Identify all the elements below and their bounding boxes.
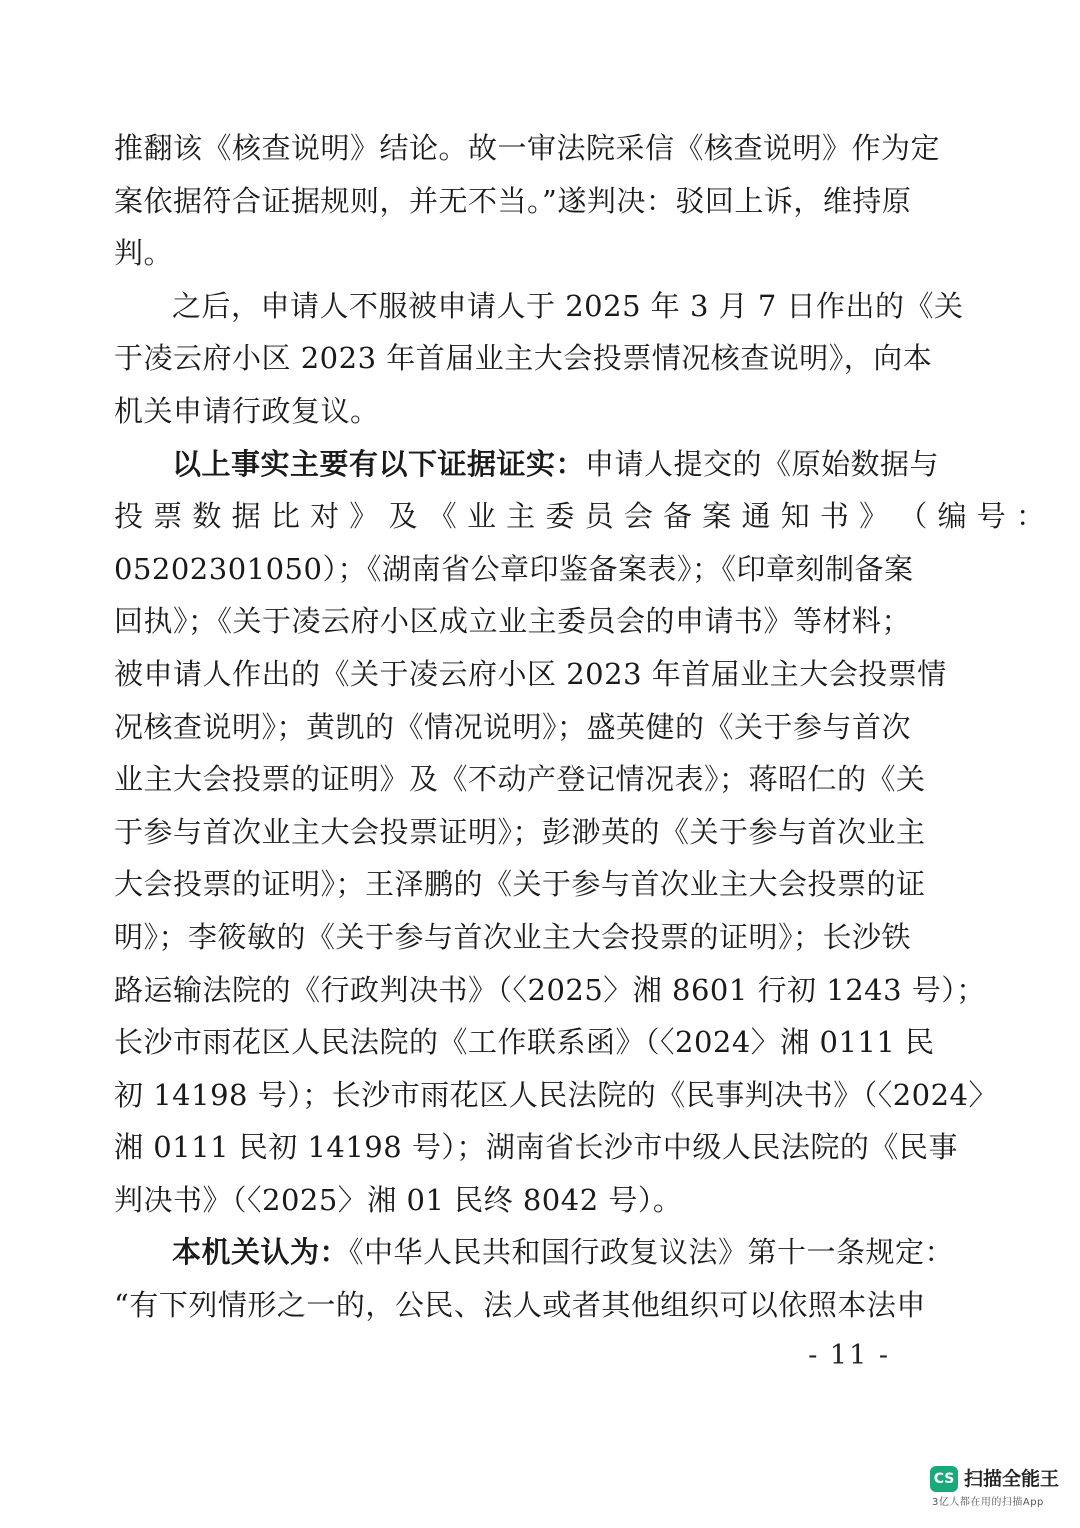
text-line: 推翻该《核查说明》结论。故一审法院采信《核查说明》作为定 — [114, 131, 941, 165]
opinion-paragraph-first-line — [114, 1226, 955, 1279]
text-line: 于凌云府小区 2023 年首届业主大会投票情况核查说明》，向本 — [114, 341, 933, 376]
camscanner-logo-icon: CS — [930, 1466, 958, 1492]
text-line: “有下列情形之一的，公民、法人或者其他组织可以依照本法申 — [114, 1288, 926, 1323]
text-line: 湘 0111 民初 14198 号）；湖南省长沙市中级人民法院的《民事 — [114, 1130, 958, 1165]
text-line: 业主大会投票的证明》及《不动产登记情况表》；蒋昭仁的《关 — [114, 762, 926, 797]
text-line: 被申请人作出的《关于凌云府小区 2023 年首届业主大会投票情 — [114, 656, 947, 691]
text-line: 机关申请行政复议。 — [114, 393, 380, 428]
text-line: 判决书》（〈2025〉湘 01 民终 8042 号）。 — [114, 1182, 683, 1217]
text-line: 大会投票的证明》；王泽鹏的《关于参与首次业主大会投票的证 — [114, 867, 926, 902]
text-line: 况核查说明》；黄凯的《情况说明》；盛英健的《关于参与首次 — [114, 709, 912, 744]
text-line: 明》；李筱敏的《关于参与首次业主大会投票的证明》；长沙铁 — [114, 919, 912, 954]
evidence-heading: 以上事实主要有以下证据证实： — [172, 446, 586, 481]
text-line: 05202301050）；《湖南省公章印鉴备案表》；《印章刻制备案 — [114, 551, 914, 586]
text-line: 回执》；《关于凌云府小区成立业主委员会的申请书》等材料； — [114, 604, 912, 639]
scanner-watermark — [930, 1466, 1070, 1516]
text-line: 于参与首次业主大会投票证明》；彭渺英的《关于参与首次业主 — [114, 814, 926, 849]
text-line: 初 14198 号）；长沙市雨花区人民法院的《民事判决书》（〈2024〉 — [114, 1077, 998, 1112]
text-line: 判。 — [114, 236, 174, 271]
text-line: 申请人提交的《原始数据与 — [585, 446, 940, 481]
watermark-title: 扫描全能王 — [964, 1468, 1060, 1490]
evidence-paragraph-first-line — [114, 438, 940, 491]
text-line: 案依据符合证据规则，并无不当。”遂判决：驳回上诉，维持原 — [114, 183, 912, 218]
watermark-subtitle: 3亿人都在用的扫描App — [932, 1497, 1044, 1508]
opinion-heading: 本机关认为： — [172, 1235, 350, 1270]
page-number: - 11 - — [808, 1340, 890, 1371]
body-text — [114, 122, 1046, 1332]
text-line: 之后，申请人不服被申请人于 2025 年 3 月 7 日作出的《关 — [172, 288, 964, 323]
text-line: 长沙市雨花区人民法院的《工作联系函》（〈2024〉湘 0111 民 — [114, 1025, 935, 1060]
text-line: 《中华人民共和国行政复议法》第十一条规定： — [349, 1235, 955, 1270]
text-line: 投 票 数 据 比 对 》 及 《 业 主 委 员 会 备 案 通 知 书 》 （ 编 号 ： — [114, 499, 1046, 534]
text-line: 路运输法院的《行政判决书》（〈2025〉湘 8601 行初 1243 号）； — [114, 972, 986, 1007]
